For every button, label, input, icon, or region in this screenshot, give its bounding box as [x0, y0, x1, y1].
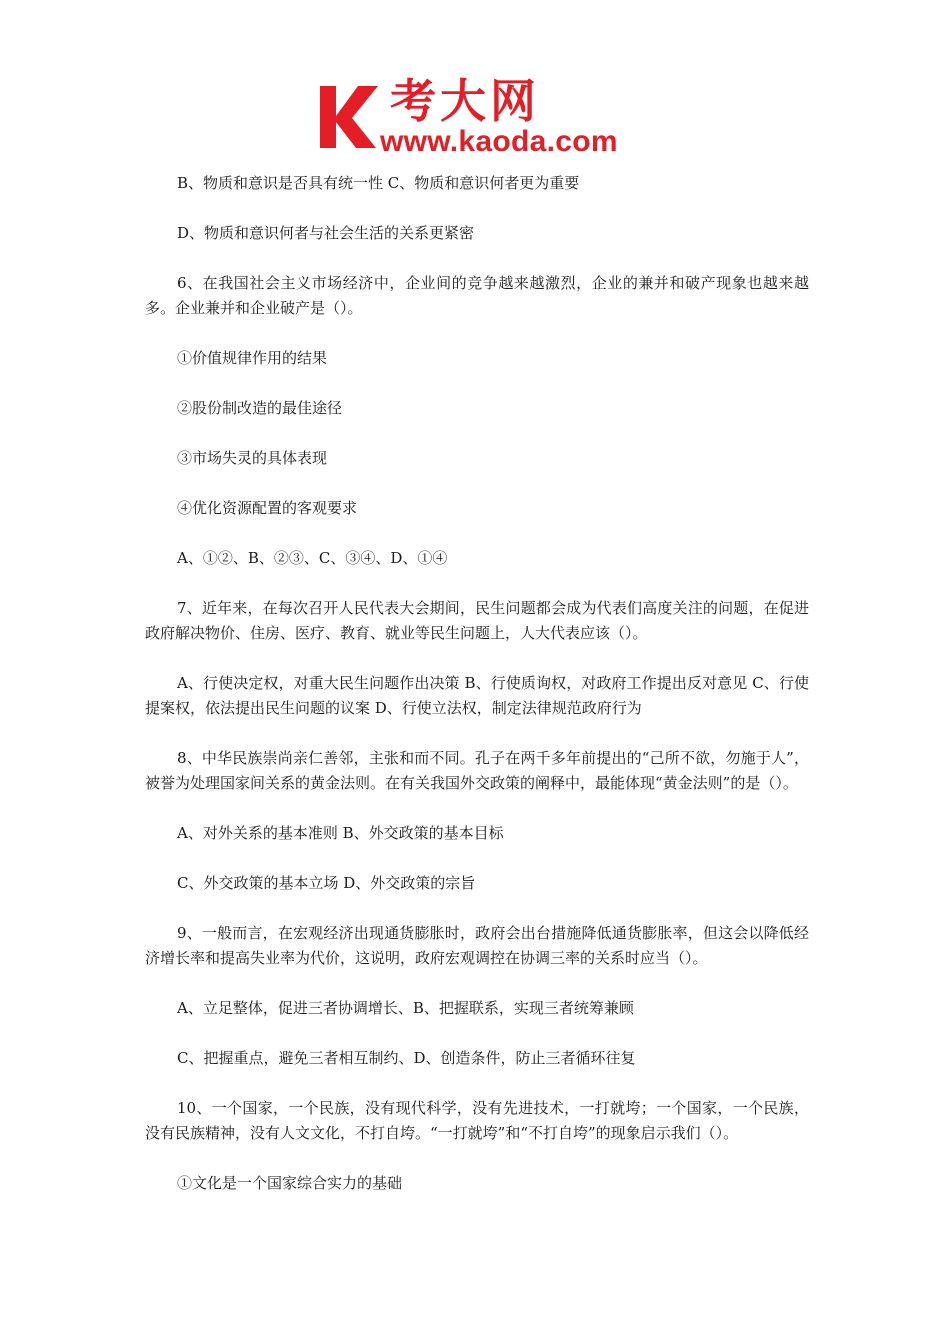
kaoda-logo [318, 74, 640, 160]
question-10: 10、一个国家，一个民族，没有现代科学，没有先进技术，一打就垮；一个国家，一个民族，没有民族精神，没有人文文化，不打自垮。“一打就垮”和“不打自垮”的现象启示我们（）。 [145, 1099, 809, 1142]
answer-choices: C、把握重点，避免三者相互制约、D、创造条件，防止三者循环往复 [177, 1049, 636, 1067]
document-body [145, 171, 809, 1221]
answer-choices: A、行使决定权，对重大民生问题作出决策 B、行使质询权，对政府工作提出反对意见 C、行使提案权，依法提出民生问题的议案 D、行使立法权，制定法律规范政府行为 [145, 674, 809, 717]
paragraph: B、物质和意识是否具有统一性 C、物质和意识何者更为重要 [177, 174, 580, 192]
answer-choices: C、外交政策的基本立场 D、外交政策的宗旨 [177, 874, 476, 892]
question-7: 7、近年来，在每次召开人民代表大会期间，民生问题都会成为代表们高度关注的问题，在促进政府解决物价、住房、医疗、教育、就业等民生问题上，人大代表应该（）。 [145, 599, 809, 642]
question-6: 6、在我国社会主义市场经济中，企业间的竞争越来越激烈，企业的兼并和破产现象也越来越多。企业兼并和企业破产是（）。 [145, 274, 809, 317]
option-item: ①价值规律作用的结果 [177, 349, 328, 367]
option-item: ①文化是一个国家综合实力的基础 [177, 1174, 403, 1192]
answer-choices: A、对外关系的基本准则 B、外交政策的基本目标 [177, 824, 504, 842]
option-item: ③市场失灵的具体表现 [177, 449, 328, 467]
question-8: 8、中华民族崇尚亲仁善邻，主张和而不同。孔子在两千多年前提出的“己所不欲，勿施于人”，被誉为处理国家间关系的黄金法则。在有关我国外交政策的阐释中，最能体现“黄金法则”的是（）。 [145, 749, 809, 792]
option-item: ②股份制改造的最佳途径 [177, 399, 343, 417]
logo-url-text: www.kaoda.com [380, 125, 618, 158]
answer-choices: A、①②、B、②③、C、③④、D、①④ [177, 549, 448, 567]
logo-brand-text: 考大网 [390, 74, 540, 128]
answer-choices: A、立足整体，促进三者协调增长、B、把握联系，实现三者统筹兼顾 [177, 999, 634, 1017]
option-item: ④优化资源配置的客观要求 [177, 499, 358, 517]
paragraph: D、物质和意识何者与社会生活的关系更紧密 [177, 224, 475, 242]
question-9: 9、一般而言，在宏观经济出现通货膨胀时，政府会出台措施降低通货膨胀率，但这会以降低经济增长率和提高失业率为代价，这说明，政府宏观调控在协调三率的关系时应当（）。 [145, 924, 809, 967]
